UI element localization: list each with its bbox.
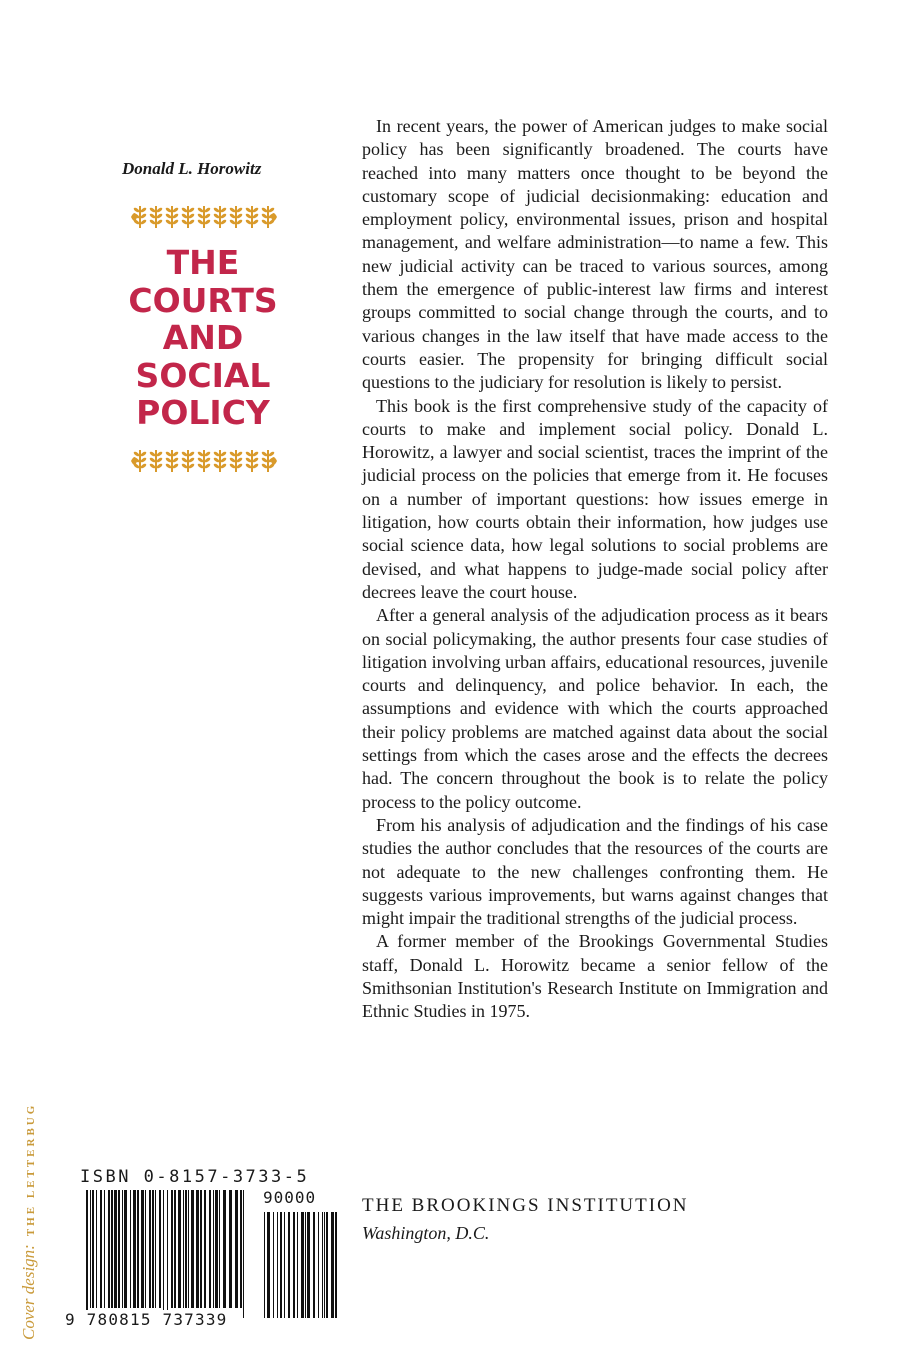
title-line: SOCIAL	[135, 355, 271, 395]
title-line: COURTS	[128, 280, 278, 320]
publisher-place: Washington, D.C.	[362, 1223, 490, 1243]
blurb-paragraph: From his analysis of adjudication and the findings of his case studies the author concludes that the resources of the courts are not adequate to the new challenges confronting them. He suggests various improvements, but warns against changes that might impair the traditional strengths of the judicial process.	[362, 814, 828, 929]
barcode-icon	[86, 1190, 348, 1327]
title-line: THE	[166, 243, 240, 282]
blurb-paragraph: In recent years, the power of American judges to make social policy has been significantly broadened. The courts have reached into many matters once thought to be beyond the customary scope of judicial decisionmaking: education and employment policy, environmental issues, prison and hospital management, and welfare administration—to name a few. This new judicial activity can be traced to various sources, among them the emergence of public-interest law firms and interest groups committed to social change through the courts, and to various changes in the law itself that have made access to the courts easier. The propensity for bringing difficult social questions to the judiciary for resolution is likely to persist.	[362, 116, 828, 393]
top-ornament-icon	[128, 203, 280, 231]
author-name: Donald L. Horowitz	[122, 159, 262, 178]
bottom-ornament-icon	[128, 447, 280, 475]
blurb-text	[362, 115, 828, 1024]
credit-name: THE LETTERBUG	[25, 1102, 37, 1237]
blurb-paragraph: After a general analysis of the adjudication process as it bears on social policymaking, the author presents four case studies of litigation involving urban affairs, educational resources, juvenile courts and delinquency, and police behavior. In each, the assumptions and evidence with which the courts approached their policy problems are matched against data about the social settings from which the cases arose and the effects the decrees had. The concern throughout the book is to relate the policy process to the policy outcome.	[362, 605, 828, 812]
blurb-paragraph: A former member of the Brookings Governmental Studies staff, Donald L. Horowitz became a senior fellow of the Smithsonian Institution's Research Institute on Immigration and Ethnic Studies in 1975.	[362, 931, 828, 1022]
book-title	[118, 244, 288, 432]
publisher-name: THE BROOKINGS INSTITUTION	[362, 1195, 689, 1216]
credit-label: Cover design:	[19, 1244, 38, 1340]
title-line: AND	[162, 318, 244, 357]
barcode-digits: 9 780815 737339	[65, 1310, 228, 1329]
blurb-paragraph: This book is the first comprehensive study of the capacity of courts to make and implement social policy. Donald L. Horowitz, a lawyer and social scientist, traces the imprint of the judicial process on the policies that emerge from it. He focuses on a number of important questions: how issues emerge in litigation, how courts obtain their information, how judges use social science data, how legal solutions to social problems are devised, and what happens to judge-made social policy after decrees leave the court house.	[362, 395, 828, 602]
price-code: 90000	[263, 1188, 317, 1207]
isbn-text: ISBN 0-8157-3733-5	[80, 1167, 310, 1187]
title-line: POLICY	[136, 393, 270, 432]
cover-design-credit	[19, 1103, 39, 1340]
